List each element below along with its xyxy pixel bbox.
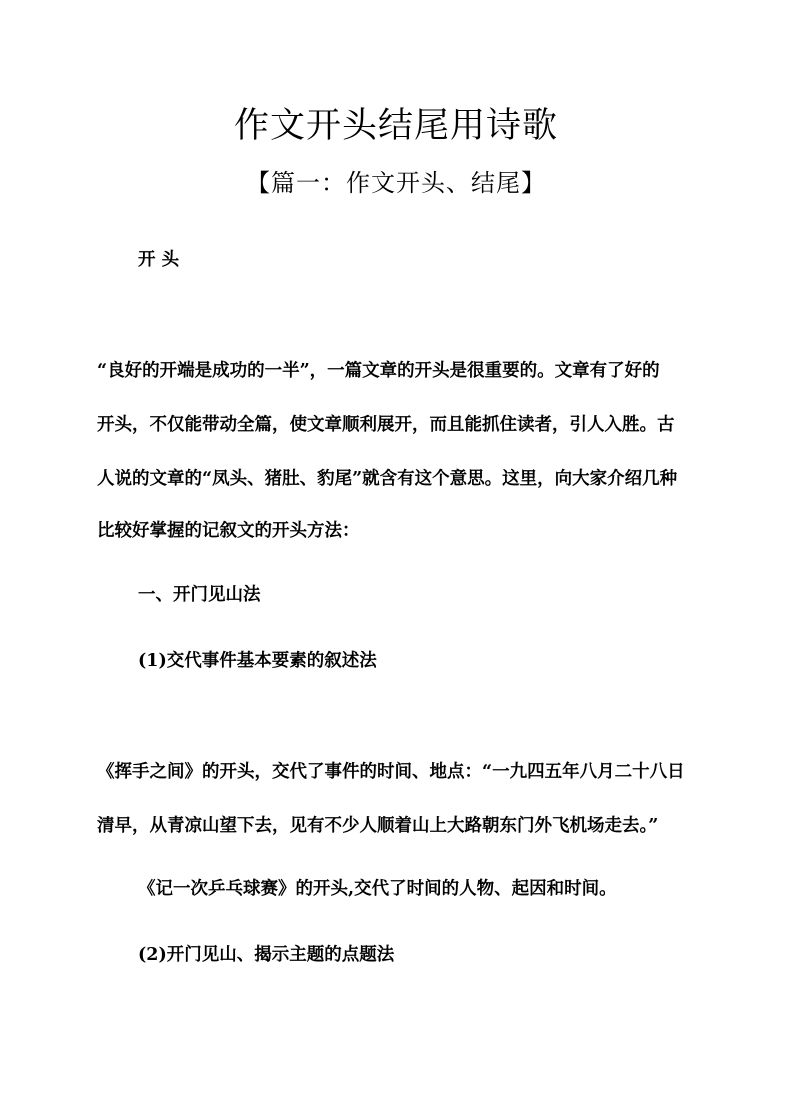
example-line-2: 清早，从青凉山望下去，见有不少人顺着山上大路朝东门外飞机场走去。” (97, 816, 659, 836)
heading-opening: 开 头 (138, 250, 180, 270)
paragraph-line-1: “良好的开端是成功的一半”，一篇文章的开头是很重要的。文章有了好的 (97, 361, 660, 381)
example-line-1: 《挥手之间》的开头，交代了事件的时间、地点：“一九四五年八月二十八日 (97, 762, 685, 782)
section-heading-1: 一、开门见山法 (138, 585, 261, 605)
example-line-3: 《记一次乒乓球赛》的开头,交代了时间的人物、起因和时间。 (138, 879, 617, 899)
document-subtitle: 【篇一：作文开头、结尾】 (246, 169, 546, 197)
paragraph-line-2: 开头，不仅能带动全篇，使文章顺利展开，而且能抓住读者，引人入胜。古 (97, 415, 675, 435)
subsection-heading-1: (1)交代事件基本要素的叙述法 (138, 651, 377, 671)
paragraph-line-3: 人说的文章的“凤头、猪肚、豹尾”就含有这个意思。这里，向大家介绍几种 (97, 469, 678, 489)
document-title: 作文开头结尾用诗歌 (233, 106, 558, 146)
paragraph-line-4: 比较好掌握的记叙文的开头方法： (97, 521, 360, 541)
subsection-heading-2: (2)开门见山、揭示主题的点题法 (138, 945, 395, 965)
